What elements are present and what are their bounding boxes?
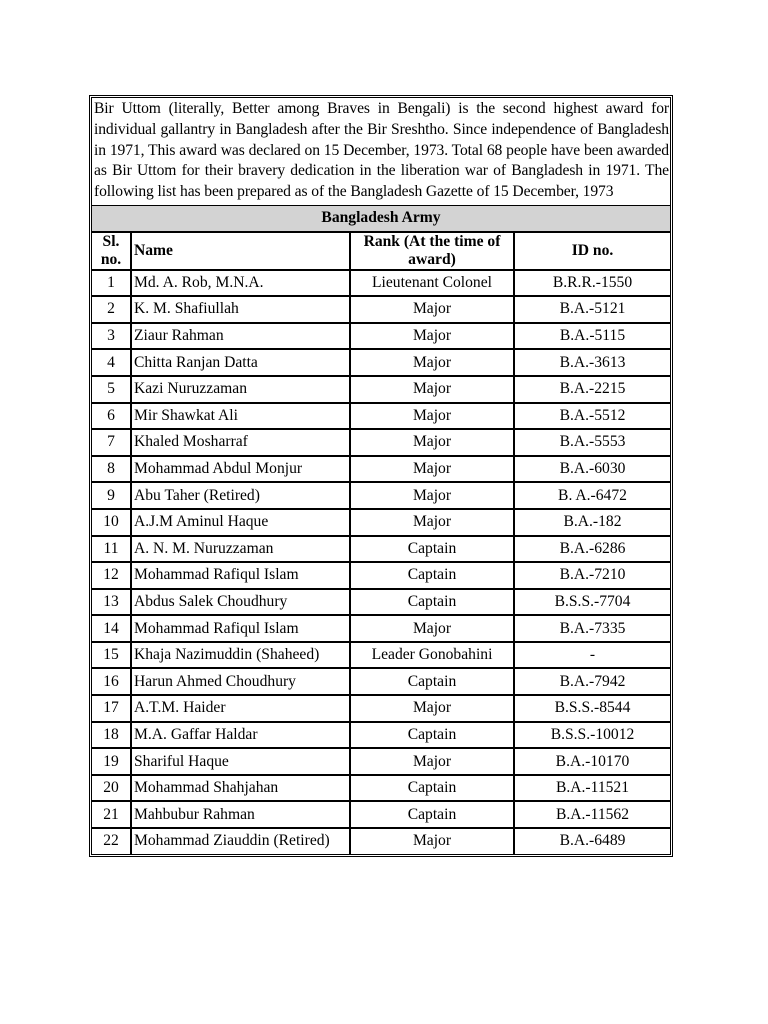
- cell-id: B.A.-7210: [514, 562, 671, 589]
- cell-id: B.A.-3613: [514, 349, 671, 376]
- header-id: ID no.: [514, 232, 671, 270]
- column-header-row: [91, 232, 671, 270]
- cell-rank: Major: [350, 615, 514, 642]
- table-row: [91, 748, 671, 775]
- document-frame: [89, 95, 673, 857]
- cell-name: Mahbubur Rahman: [131, 801, 350, 828]
- cell-rank: Captain: [350, 589, 514, 616]
- cell-name: A.J.M Aminul Haque: [131, 509, 350, 536]
- cell-sl: 5: [91, 376, 131, 403]
- table-row: [91, 615, 671, 642]
- cell-rank: Captain: [350, 562, 514, 589]
- table-row: [91, 349, 671, 376]
- cell-name: K. M. Shafiullah: [131, 296, 350, 323]
- cell-id: B.A.-5115: [514, 323, 671, 350]
- cell-name: Md. A. Rob, M.N.A.: [131, 270, 350, 297]
- cell-sl: 18: [91, 722, 131, 749]
- table-row: [91, 722, 671, 749]
- cell-id: B.S.S.-8544: [514, 695, 671, 722]
- table-row: [91, 562, 671, 589]
- table-row: [91, 801, 671, 828]
- cell-id: B.A.-6030: [514, 456, 671, 483]
- table-row: [91, 323, 671, 350]
- table-row: [91, 296, 671, 323]
- cell-rank: Captain: [350, 801, 514, 828]
- cell-rank: Captain: [350, 722, 514, 749]
- cell-name: Khaled Mosharraf: [131, 429, 350, 456]
- cell-id: B.A.-11521: [514, 775, 671, 802]
- cell-rank: Major: [350, 296, 514, 323]
- cell-name: Shariful Haque: [131, 748, 350, 775]
- cell-rank: Major: [350, 376, 514, 403]
- cell-id: B.A.-182: [514, 509, 671, 536]
- table-row: [91, 828, 671, 855]
- cell-rank: Lieutenant Colonel: [350, 270, 514, 297]
- intro-paragraph: Bir Uttom (literally, Better among Braves in Bengali) is the second highest award for individual gallantry in Bangladesh after the Bir Sreshtho. Since independence of Bangladesh in 1971, This award was declared on 15 December, 1973. Total 68 people have been awarded as Bir Uttom for their bravery dedication in the liberation war of Bangladesh in 1971. The following list has been prepared as of the Bangladesh Gazette of 15 December, 1973: [91, 97, 671, 205]
- cell-name: Abdus Salek Choudhury: [131, 589, 350, 616]
- cell-sl: 22: [91, 828, 131, 855]
- table-body: [91, 270, 671, 855]
- cell-id: B.A.-7335: [514, 615, 671, 642]
- cell-id: B.A.-6286: [514, 536, 671, 563]
- table-row: [91, 270, 671, 297]
- award-table: [91, 205, 671, 855]
- cell-name: Mohammad Abdul Monjur: [131, 456, 350, 483]
- cell-rank: Major: [350, 509, 514, 536]
- cell-name: Harun Ahmed Choudhury: [131, 668, 350, 695]
- cell-name: A.T.M. Haider: [131, 695, 350, 722]
- table-row: [91, 775, 671, 802]
- cell-id: B. A.-6472: [514, 482, 671, 509]
- cell-rank: Leader Gonobahini: [350, 642, 514, 669]
- cell-rank: Captain: [350, 668, 514, 695]
- cell-name: M.A. Gaffar Haldar: [131, 722, 350, 749]
- cell-id: B.S.S.-7704: [514, 589, 671, 616]
- cell-id: B.A.-6489: [514, 828, 671, 855]
- cell-name: Khaja Nazimuddin (Shaheed): [131, 642, 350, 669]
- cell-sl: 21: [91, 801, 131, 828]
- cell-name: Mohammad Ziauddin (Retired): [131, 828, 350, 855]
- cell-sl: 16: [91, 668, 131, 695]
- table-row: [91, 589, 671, 616]
- cell-sl: 10: [91, 509, 131, 536]
- cell-id: B.S.S.-10012: [514, 722, 671, 749]
- table-row: [91, 642, 671, 669]
- section-title: Bangladesh Army: [91, 205, 671, 232]
- table-row: [91, 695, 671, 722]
- cell-name: A. N. M. Nuruzzaman: [131, 536, 350, 563]
- cell-sl: 1: [91, 270, 131, 297]
- cell-sl: 17: [91, 695, 131, 722]
- cell-id: B.A.-11562: [514, 801, 671, 828]
- cell-name: Mir Shawkat Ali: [131, 403, 350, 430]
- cell-rank: Major: [350, 748, 514, 775]
- cell-name: Chitta Ranjan Datta: [131, 349, 350, 376]
- cell-rank: Captain: [350, 775, 514, 802]
- cell-rank: Major: [350, 349, 514, 376]
- cell-id: B.A.-10170: [514, 748, 671, 775]
- cell-sl: 3: [91, 323, 131, 350]
- table-row: [91, 429, 671, 456]
- cell-sl: 9: [91, 482, 131, 509]
- cell-rank: Major: [350, 482, 514, 509]
- cell-sl: 14: [91, 615, 131, 642]
- cell-name: Mohammad Shahjahan: [131, 775, 350, 802]
- cell-id: B.A.-7942: [514, 668, 671, 695]
- cell-sl: 15: [91, 642, 131, 669]
- header-sl: Sl. no.: [91, 232, 131, 270]
- table-row: [91, 482, 671, 509]
- cell-sl: 6: [91, 403, 131, 430]
- cell-rank: Major: [350, 828, 514, 855]
- table-row: [91, 668, 671, 695]
- cell-rank: Captain: [350, 536, 514, 563]
- cell-sl: 2: [91, 296, 131, 323]
- cell-sl: 12: [91, 562, 131, 589]
- table-row: [91, 536, 671, 563]
- table-row: [91, 509, 671, 536]
- cell-sl: 4: [91, 349, 131, 376]
- cell-sl: 20: [91, 775, 131, 802]
- cell-name: Ziaur Rahman: [131, 323, 350, 350]
- header-name: Name: [131, 232, 350, 270]
- cell-name: Mohammad Rafiqul Islam: [131, 615, 350, 642]
- cell-sl: 13: [91, 589, 131, 616]
- cell-name: Kazi Nuruzzaman: [131, 376, 350, 403]
- cell-rank: Major: [350, 323, 514, 350]
- header-rank: Rank (At the time of award): [350, 232, 514, 270]
- section-header-row: [91, 205, 671, 232]
- table-row: [91, 456, 671, 483]
- cell-id: B.R.R.-1550: [514, 270, 671, 297]
- cell-rank: Major: [350, 456, 514, 483]
- table-row: [91, 376, 671, 403]
- cell-id: B.A.-2215: [514, 376, 671, 403]
- cell-rank: Major: [350, 403, 514, 430]
- cell-name: Abu Taher (Retired): [131, 482, 350, 509]
- cell-rank: Major: [350, 695, 514, 722]
- cell-rank: Major: [350, 429, 514, 456]
- cell-id: B.A.-5121: [514, 296, 671, 323]
- cell-id: -: [514, 642, 671, 669]
- cell-name: Mohammad Rafiqul Islam: [131, 562, 350, 589]
- cell-id: B.A.-5553: [514, 429, 671, 456]
- cell-id: B.A.-5512: [514, 403, 671, 430]
- cell-sl: 8: [91, 456, 131, 483]
- cell-sl: 7: [91, 429, 131, 456]
- table-row: [91, 403, 671, 430]
- cell-sl: 19: [91, 748, 131, 775]
- cell-sl: 11: [91, 536, 131, 563]
